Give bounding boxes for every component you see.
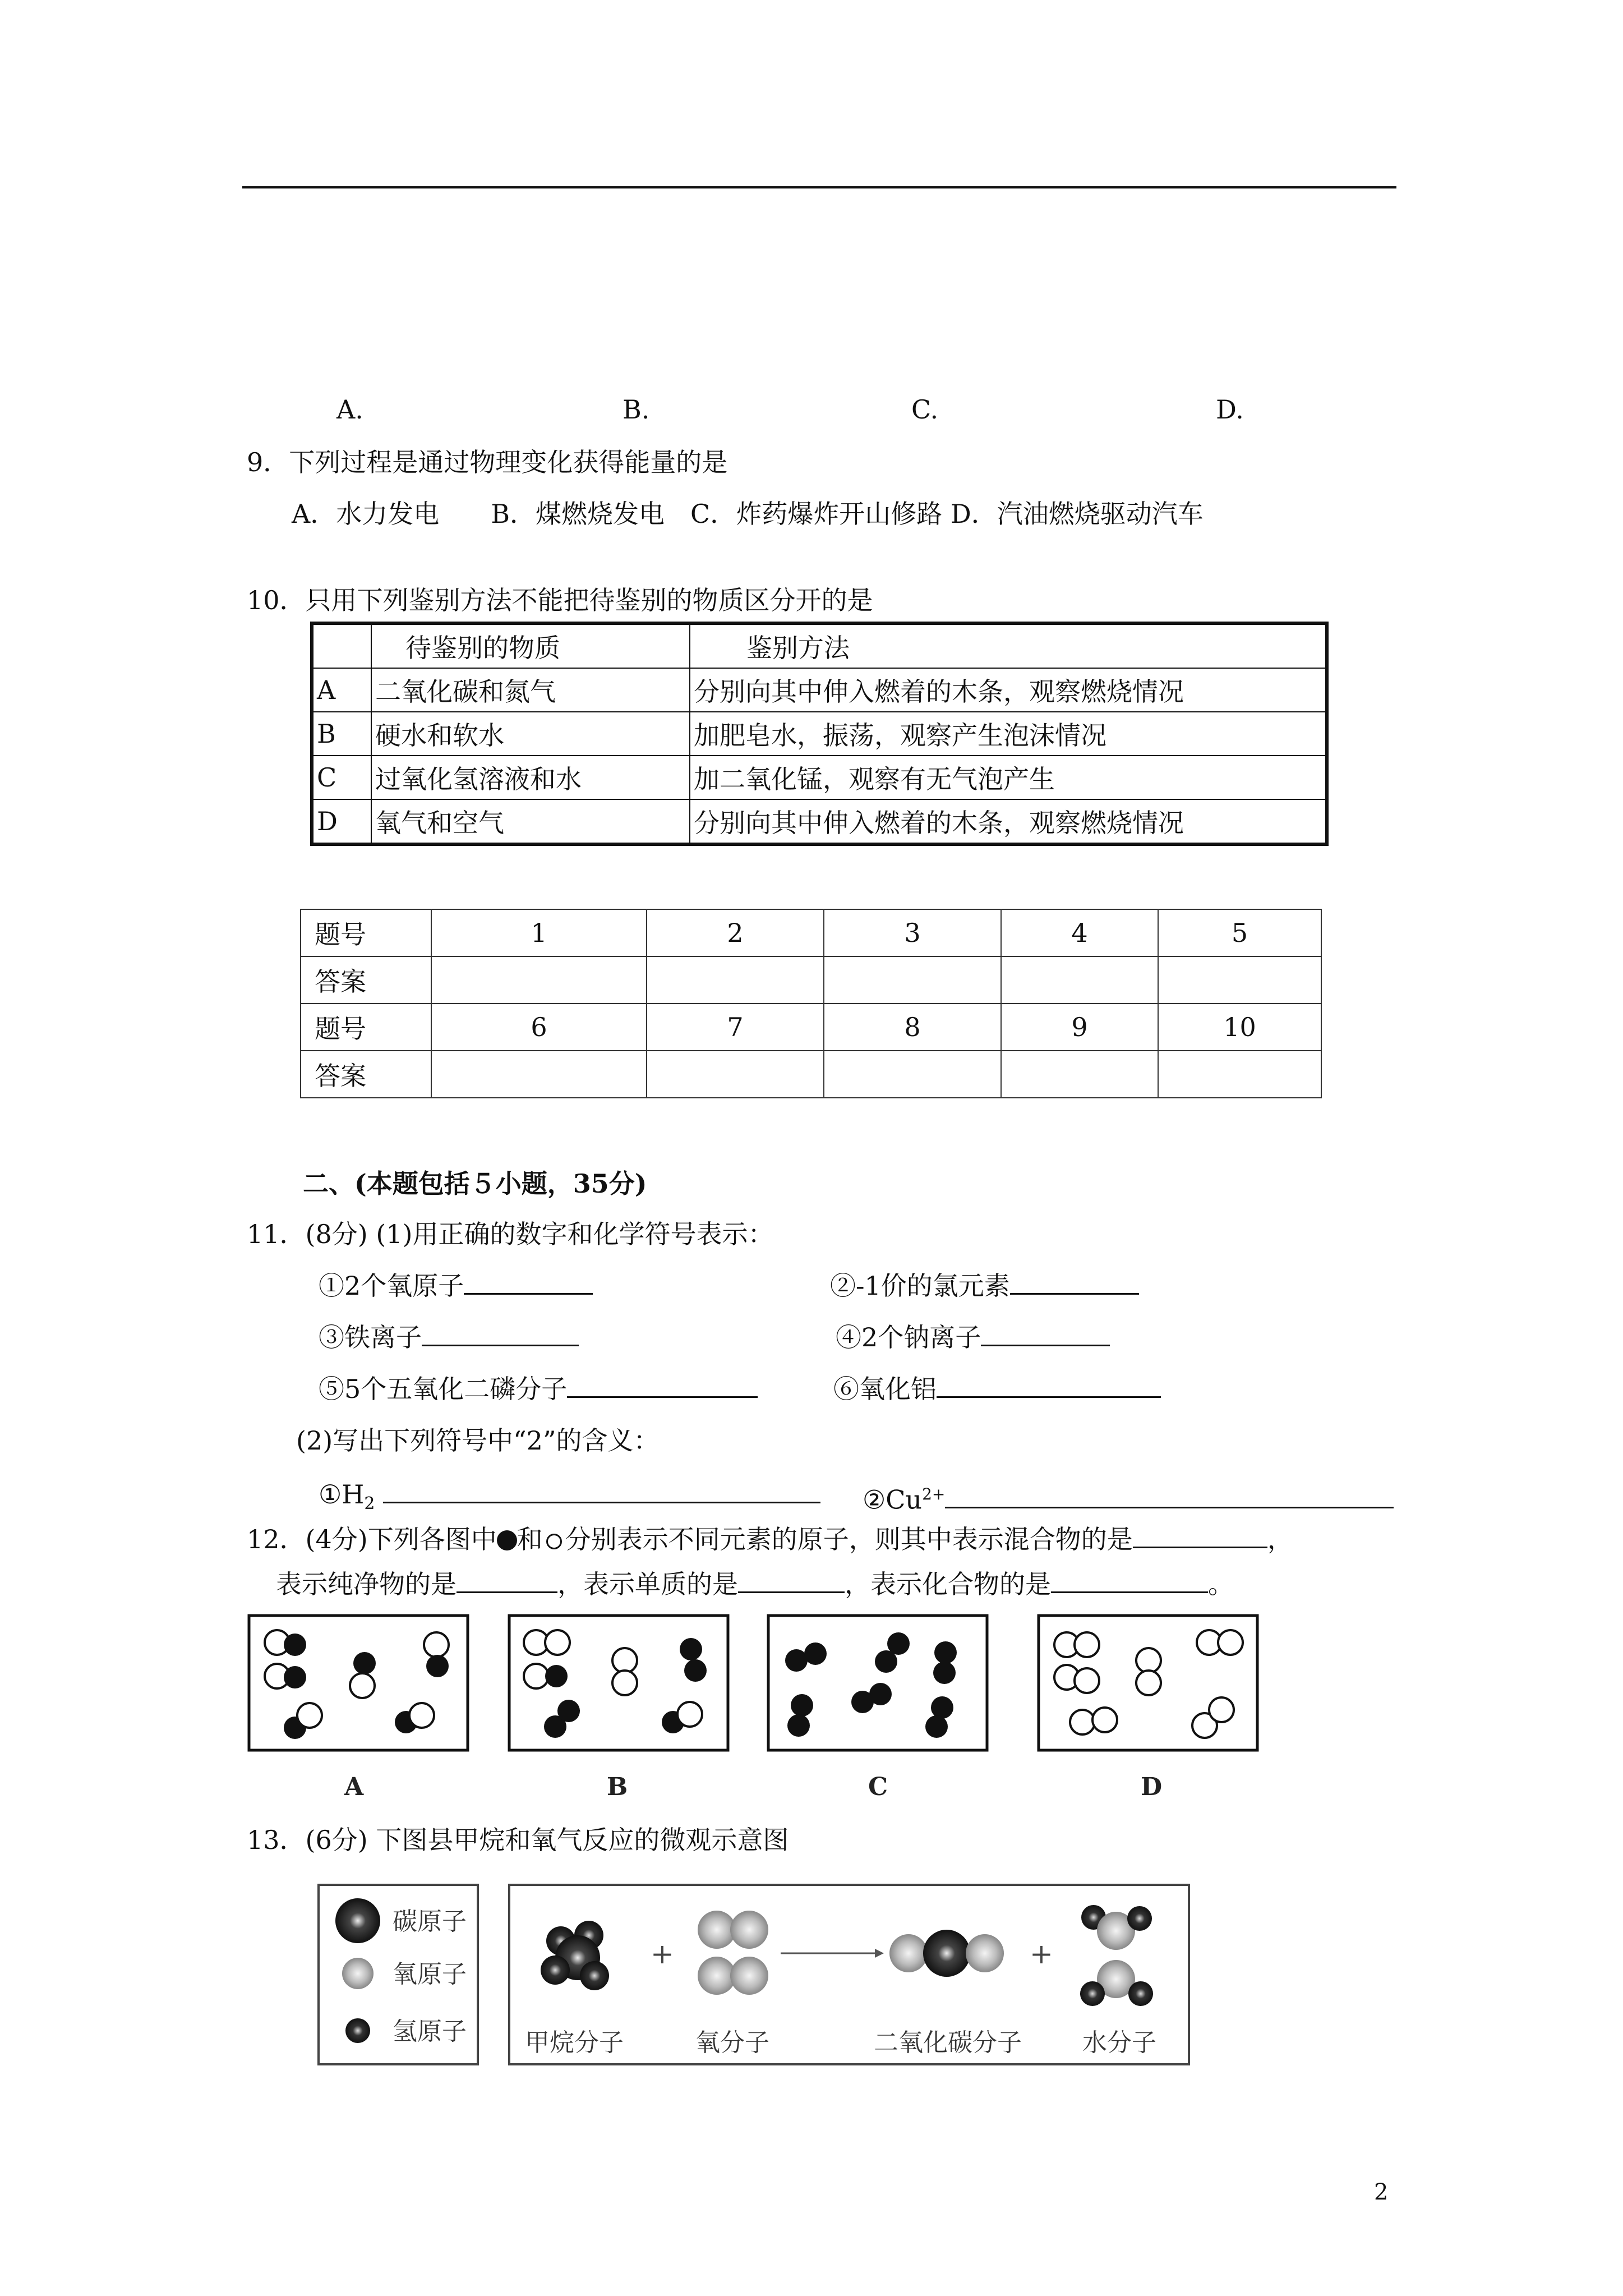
table-cell: 答案 bbox=[301, 956, 431, 1004]
q12-text-c: 分别表示不同元素的原子，则其中表示混合物的是 bbox=[565, 1524, 1133, 1554]
caption-c: C bbox=[868, 1773, 888, 1801]
table-cell: 过氧化氢溶液和水 bbox=[371, 756, 690, 799]
carbon-dioxide-molecule-icon bbox=[889, 1930, 1004, 1977]
blank-line[interactable] bbox=[1133, 1524, 1267, 1548]
q9-options: A．水力发电 B．煤燃烧发电 C．炸药爆炸开山修路 D．汽油燃烧驱动汽车 bbox=[292, 499, 1204, 529]
q11-item-6 bbox=[833, 1373, 1161, 1405]
hydrogen-atom-icon bbox=[345, 2018, 370, 2043]
table-cell: 分别向其中伸入燃着的木条，观察燃烧情况 bbox=[690, 668, 1327, 712]
table-cell: 1 bbox=[431, 909, 647, 956]
q13-stem: 13．(6分) 下图县甲烷和氧气反应的微观示意图 bbox=[247, 1825, 789, 1855]
q11-s2-sup: 2+ bbox=[922, 1485, 946, 1503]
table-cell bbox=[312, 623, 371, 668]
table-cell: 氧气和空气 bbox=[371, 799, 690, 844]
table-cell: 10 bbox=[1158, 1004, 1321, 1051]
caption-d: D bbox=[1141, 1773, 1163, 1801]
q8-option-c: C. bbox=[911, 394, 939, 425]
header-rule bbox=[242, 186, 1396, 188]
table-row bbox=[301, 1051, 1321, 1098]
plus-sign-2: + bbox=[1030, 1938, 1053, 1970]
blank-line[interactable] bbox=[1010, 1271, 1139, 1295]
answer-cell[interactable] bbox=[1158, 956, 1321, 1004]
blank-line[interactable] bbox=[457, 1569, 557, 1593]
q11-item-1 bbox=[319, 1270, 593, 1301]
q11-item-4-label: ④2个钠离子 bbox=[836, 1322, 981, 1352]
answer-cell[interactable] bbox=[431, 1051, 647, 1098]
q12-text-f: ，表示化合物的是 bbox=[845, 1569, 1051, 1599]
legend-hydrogen: 氢原子 bbox=[393, 2017, 467, 2046]
blank-line[interactable] bbox=[937, 1374, 1161, 1398]
q13-diagram bbox=[314, 1879, 1195, 2070]
table-cell: 7 bbox=[647, 1004, 824, 1051]
q10-table bbox=[310, 622, 1329, 846]
carbon-atom-icon bbox=[335, 1898, 380, 1943]
q11-item-5 bbox=[319, 1373, 758, 1405]
label-co2: 二氧化碳分子 bbox=[874, 2028, 1022, 2057]
table-row bbox=[301, 909, 1321, 956]
q11-stem: 11．(8分) (1)用正确的数字和化学符号表示： bbox=[247, 1219, 774, 1249]
table-cell: 8 bbox=[824, 1004, 1001, 1051]
diagram-box-a bbox=[249, 1616, 468, 1750]
q11-sub2: (2)写出下列符号中“2”的含义： bbox=[296, 1425, 660, 1456]
table-cell: 题号 bbox=[301, 1004, 431, 1051]
answer-cell[interactable] bbox=[1001, 1051, 1158, 1098]
label-oxygen: 氧分子 bbox=[695, 2028, 769, 2057]
blank-line[interactable] bbox=[567, 1374, 758, 1398]
q12-text-d: 表示纯净物的是 bbox=[276, 1569, 457, 1599]
q12-line1 bbox=[247, 1524, 1293, 1555]
table-row bbox=[301, 1004, 1321, 1051]
diagram-box-c bbox=[768, 1616, 987, 1750]
blank-line[interactable] bbox=[464, 1271, 593, 1295]
blank-line[interactable] bbox=[981, 1322, 1110, 1346]
table-cell: B bbox=[312, 712, 371, 756]
q9-stem: 9．下列过程是通过物理变化获得能量的是 bbox=[247, 447, 728, 477]
table-cell: A bbox=[312, 668, 371, 712]
q12-text-e: ，表示单质的是 bbox=[557, 1569, 738, 1599]
answer-cell[interactable] bbox=[647, 956, 824, 1004]
table-row bbox=[312, 623, 1327, 668]
q11-item-3 bbox=[319, 1322, 579, 1353]
table-row bbox=[312, 799, 1327, 844]
blank-line[interactable] bbox=[945, 1484, 1394, 1508]
label-water: 水分子 bbox=[1082, 2028, 1156, 2057]
answer-cell[interactable] bbox=[647, 1051, 824, 1098]
table-cell: 5 bbox=[1158, 909, 1321, 956]
q11-item-3-label: ③铁离子 bbox=[319, 1322, 422, 1352]
section-title: 二、(本题包括５小题，35分) bbox=[303, 1168, 647, 1199]
table-cell: 加肥皂水，振荡，观察产生泡沫情况 bbox=[690, 712, 1327, 756]
answer-cell[interactable] bbox=[431, 956, 647, 1004]
table-row bbox=[301, 956, 1321, 1004]
q12-diagrams bbox=[241, 1610, 1267, 1857]
label-methane: 甲烷分子 bbox=[525, 2028, 624, 2057]
hollow-dot-icon bbox=[546, 1534, 562, 1549]
table-header-substance: 待鉴别的物质 bbox=[371, 623, 690, 668]
table-header-method: 鉴别方法 bbox=[690, 623, 1327, 668]
table-cell: 答案 bbox=[301, 1051, 431, 1098]
q12-text-a: 12．(4分)下列各图中 bbox=[247, 1524, 497, 1554]
caption-b: B bbox=[607, 1773, 628, 1801]
q11-item-5-label: ⑤5个五氧化二磷分子 bbox=[319, 1374, 568, 1404]
caption-a: A bbox=[344, 1773, 364, 1801]
blank-line[interactable] bbox=[738, 1569, 845, 1593]
plus-sign-1: + bbox=[651, 1938, 674, 1970]
q10-stem: 10．只用下列鉴别方法不能把待鉴别的物质区分开的是 bbox=[247, 585, 873, 615]
table-cell: 二氧化碳和氮气 bbox=[371, 668, 690, 712]
diagram-box-d bbox=[1039, 1616, 1257, 1750]
blank-line[interactable] bbox=[422, 1322, 579, 1346]
answer-cell[interactable] bbox=[1158, 1051, 1321, 1098]
q11-item-6-label: ⑥氧化铝 bbox=[833, 1374, 937, 1404]
table-cell: 2 bbox=[647, 909, 824, 956]
q11-item-1-label: ①2个氧原子 bbox=[319, 1271, 464, 1301]
q12-line2 bbox=[276, 1568, 1234, 1600]
q12-text-b: 和 bbox=[517, 1524, 543, 1554]
table-cell: 4 bbox=[1001, 909, 1158, 956]
table-cell: C bbox=[312, 756, 371, 799]
answer-cell[interactable] bbox=[824, 956, 1001, 1004]
table-row bbox=[312, 756, 1327, 799]
q8-option-a: A. bbox=[336, 394, 363, 425]
q11-s2-label: ②Cu bbox=[863, 1484, 923, 1515]
diagram-box-b bbox=[509, 1616, 728, 1750]
blank-line[interactable] bbox=[383, 1479, 820, 1503]
answer-cell[interactable] bbox=[824, 1051, 1001, 1098]
table-cell: D bbox=[312, 799, 371, 844]
q11-s1-label: ①H bbox=[319, 1479, 365, 1510]
q12-text-end2: 。 bbox=[1208, 1569, 1234, 1599]
page-number: 2 bbox=[1374, 2179, 1389, 2205]
table-cell: 题号 bbox=[301, 909, 431, 956]
table-row bbox=[312, 712, 1327, 756]
table-cell: 9 bbox=[1001, 1004, 1158, 1051]
answer-cell[interactable] bbox=[1001, 956, 1158, 1004]
q11-s1 bbox=[319, 1479, 820, 1520]
q11-s1-sub: 2 bbox=[364, 1494, 375, 1514]
table-cell: 加二氧化锰，观察有无气泡产生 bbox=[690, 756, 1327, 799]
table-cell: 6 bbox=[431, 1004, 647, 1051]
blank-line[interactable] bbox=[1051, 1569, 1208, 1593]
legend-carbon: 碳原子 bbox=[393, 1907, 467, 1936]
q8-option-b: B. bbox=[623, 394, 650, 425]
table-cell: 3 bbox=[824, 909, 1001, 956]
table-cell: 硬水和软水 bbox=[371, 712, 690, 756]
q11-item-2-label: ②-1价的氯元素 bbox=[830, 1271, 1010, 1301]
q11-s2 bbox=[863, 1479, 1394, 1515]
oxygen-atom-icon bbox=[342, 1958, 374, 1989]
filled-dot-icon bbox=[497, 1530, 517, 1550]
table-cell: 分别向其中伸入燃着的木条，观察燃烧情况 bbox=[690, 799, 1327, 844]
q11-item-2 bbox=[830, 1270, 1139, 1301]
legend-oxygen: 氧原子 bbox=[393, 1960, 467, 1989]
q11-item-4 bbox=[836, 1322, 1110, 1353]
table-row bbox=[312, 668, 1327, 712]
answer-table bbox=[300, 909, 1322, 1098]
q12-text-end: ， bbox=[1267, 1524, 1293, 1554]
q8-option-d: D. bbox=[1216, 394, 1244, 425]
